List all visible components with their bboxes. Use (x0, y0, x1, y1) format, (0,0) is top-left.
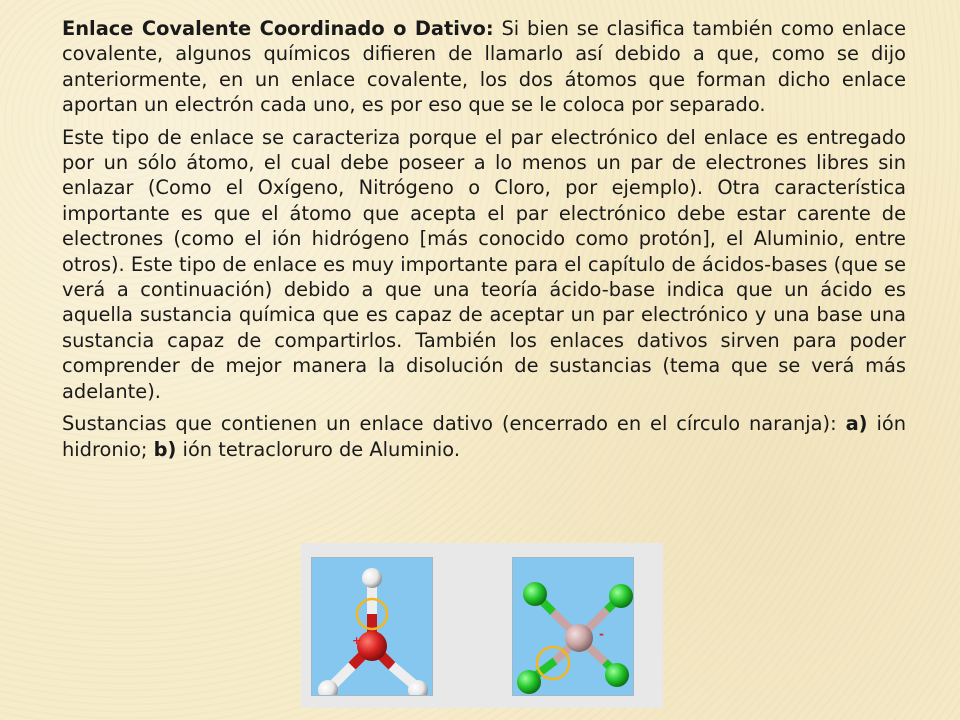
tetrachloroaluminate-svg (513, 558, 633, 695)
label-a: a) (845, 412, 868, 436)
tetrachloroaluminate-model (512, 557, 634, 696)
hydronium-svg (312, 558, 432, 695)
example-b-text: ión tetracloruro de Aluminio. (176, 437, 460, 461)
molecule-figures (301, 543, 663, 708)
paragraph-definition (62, 16, 906, 118)
aluminum-atom (565, 624, 593, 652)
examples-intro: Sustancias que contienen un enlace dativo (encerrado en el círculo naranja): (62, 412, 846, 436)
definition-body: Si bien se clasifica también como enlace covalente, algunos químicos difieren de llamarlo así debido a que, como se dijo anteriormente, en un enlace covalente, los dos átomos que forman dicho enlace aportan un electrón cada uno, es por eso que se le coloca por separado. (62, 17, 906, 117)
label-b: b) (153, 437, 177, 461)
example-a-text: ión hidronio; (62, 412, 906, 461)
chlorine-atom-bottom-right (605, 663, 629, 687)
chlorine-atom-top-left (523, 582, 547, 606)
slide-text (62, 16, 906, 469)
paragraph-examples (62, 411, 906, 462)
hydrogen-atom-top (362, 568, 382, 588)
chlorine-atom-top-right (609, 584, 633, 608)
chlorine-atom-bottom-left (517, 670, 541, 694)
paragraph-characteristics: Este tipo de enlace se caracteriza porque el par electrónico del enlace es entregado por un sólo átomo, el cual debe poseer a lo menos un par de electrones libres sin enlazar (Como el Oxígeno, Nitrógeno o Cloro, por ejemplo). Otra característica importante es que el átomo que acepta el par electrónico debe estar carente de electrones (como el ión hidrógeno [más conocido como protón], el Aluminio, entre otros). Este tipo de enlace es muy importante para el capítulo de ácidos-bases (que se verá a continuación) debido a que una teoría ácido-base indica que un ácido es aquella sustancia química que es capaz de aceptar un par electrónico y una base una sustancia capaz de compartirlos. También los enlaces dativos sirven para poder comprender de mejor manera la disolución de sustancias (tema que se verá más adelante). (62, 125, 906, 403)
oxygen-atom (357, 631, 387, 661)
term-title: Enlace Covalente Coordinado o Dativo: (62, 17, 494, 40)
hydronium-model (311, 557, 433, 696)
charge-label: + (352, 634, 362, 647)
charge-label: - (599, 627, 604, 641)
